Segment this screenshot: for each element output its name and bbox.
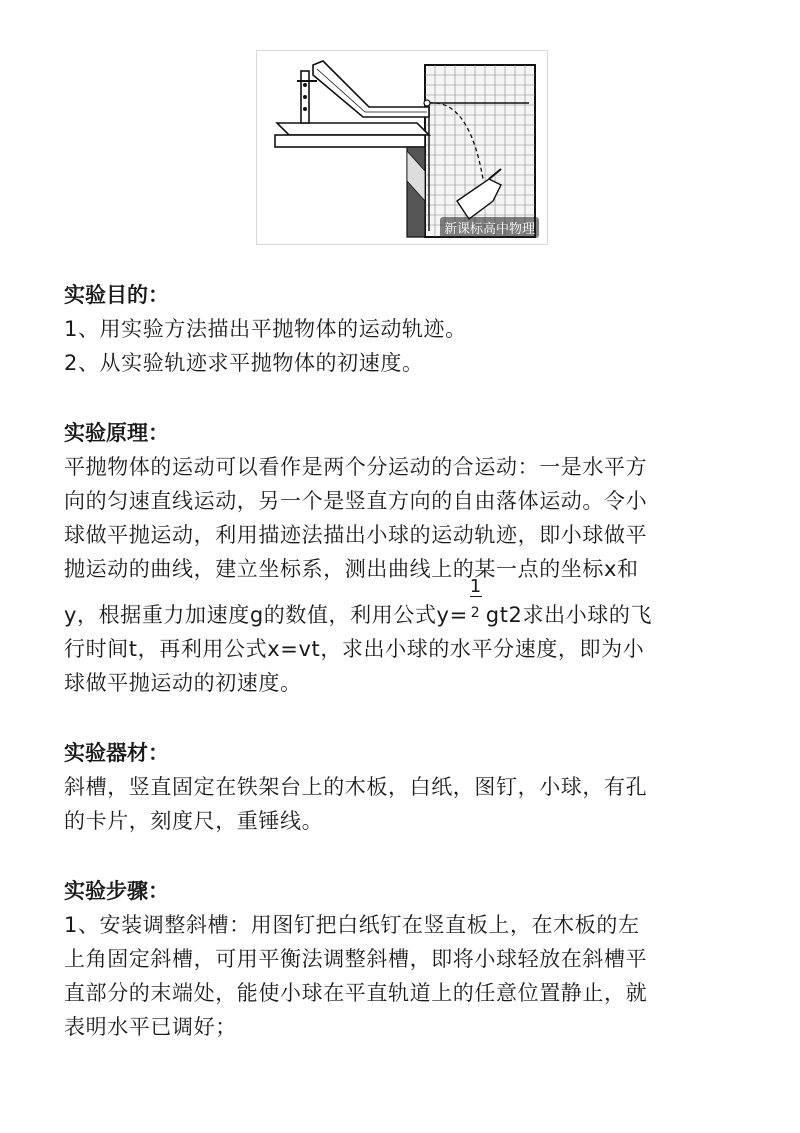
fraction-numerator: 1 xyxy=(469,576,482,597)
document-body xyxy=(64,278,744,1080)
formula-text-after: gt2求出小球的飞 xyxy=(485,603,653,627)
text-line: 直部分的末端处，能使小球在平直轨道上的任意位置静止，就 xyxy=(64,981,648,1005)
text-line: 1、安装调整斜槽：用图钉把白纸钉在竖直板上，在木板的左 xyxy=(64,913,640,937)
formula-text-before: y，根据重力加速度g的数值，利用公式y= xyxy=(64,603,468,627)
text-line: 1、用实验方法描出平抛物体的运动轨迹。 xyxy=(64,317,467,341)
section-heading: 实验目的： xyxy=(64,283,169,307)
text-line: 的卡片，刻度尺，重锤线。 xyxy=(64,809,324,833)
text-line: 平抛物体的运动可以看作是两个分运动的合运动：一是水平方 xyxy=(64,455,648,479)
text-line: 向的匀速直线运动，另一个是竖直方向的自由落体运动。令小 xyxy=(64,489,648,513)
watermark-label: 新课标高中物理 xyxy=(440,217,539,238)
apparatus-figure xyxy=(256,50,548,245)
fraction-one-half xyxy=(468,576,486,622)
text-line: 表明水平已调好； xyxy=(64,1015,237,1039)
text-line: 抛运动的曲线，建立坐标系，测出曲线上的某一点的坐标x和 xyxy=(64,557,639,581)
text-line: 球做平抛运动的初速度。 xyxy=(64,671,302,695)
section-heading: 实验器材： xyxy=(64,741,169,765)
text-line: 球做平抛运动，利用描迹法描出小球的运动轨迹，即小球做平 xyxy=(64,523,648,547)
section-purpose xyxy=(64,278,744,380)
text-line: 斜槽，竖直固定在铁架台上的木板，白纸，图钉，小球，有孔 xyxy=(64,775,648,799)
formula-line xyxy=(64,576,744,632)
text-line: 2、从实验轨迹求平抛物体的初速度。 xyxy=(64,351,424,375)
section-equipment xyxy=(64,736,744,838)
text-line: 行时间t，再利用公式x=vt，求出小球的水平分速度，即为小 xyxy=(64,637,645,661)
apparatus-drawing xyxy=(257,51,547,244)
fraction-denominator: 2 xyxy=(470,605,481,621)
section-principle xyxy=(64,416,744,700)
section-heading: 实验步骤： xyxy=(64,879,169,903)
section-heading: 实验原理： xyxy=(64,421,169,445)
section-steps xyxy=(64,874,744,1044)
text-line: 上角固定斜槽，可用平衡法调整斜槽，即将小球轻放在斜槽平 xyxy=(64,947,648,971)
